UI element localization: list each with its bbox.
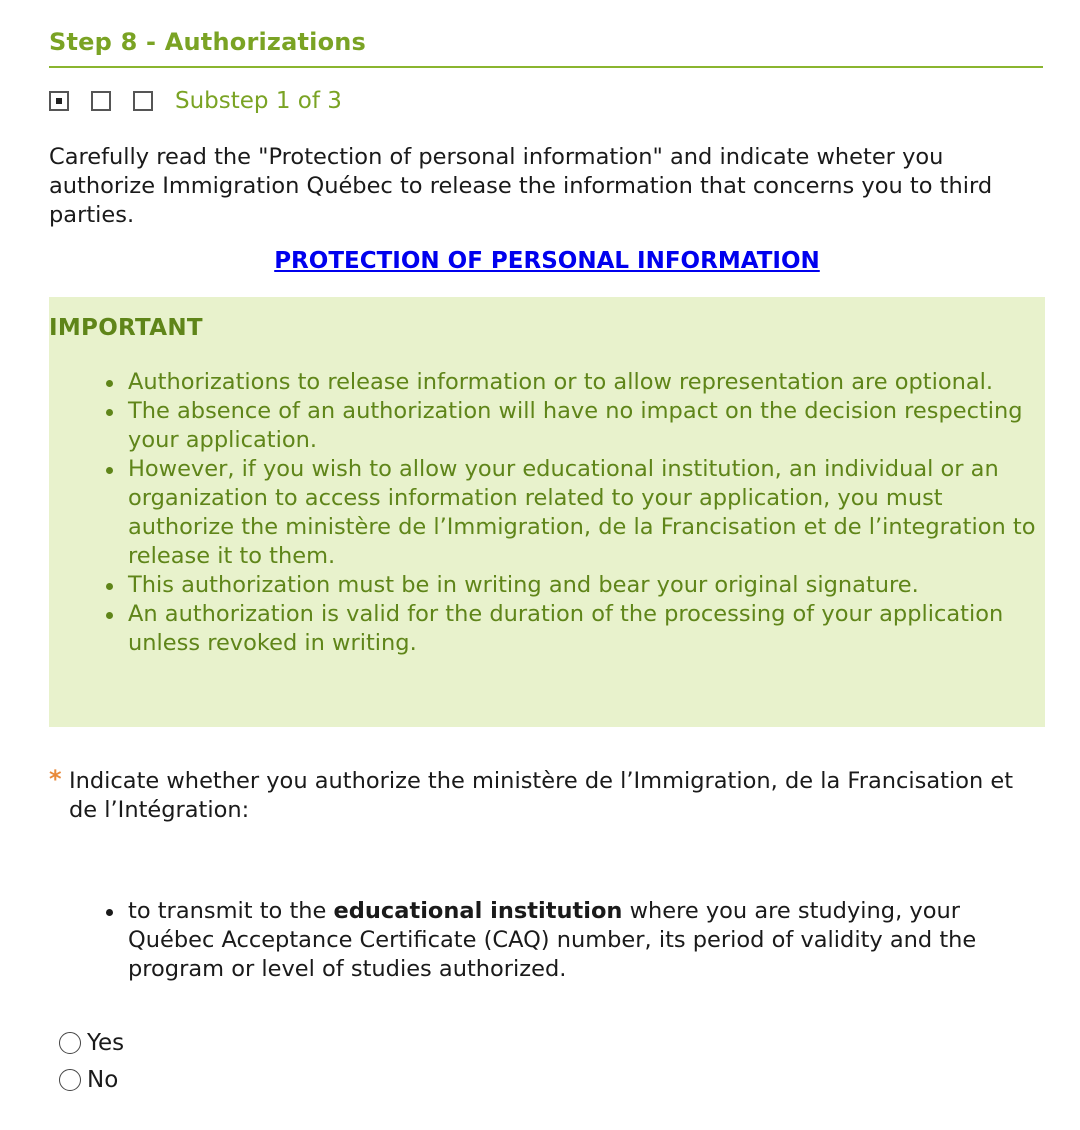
important-list [49,368,1045,658]
authorization-item-prefix: to transmit to the [128,898,334,924]
no-option[interactable] [59,1067,118,1093]
intro-text: Carefully read the "Protection of personal information" and indicate wheter you authorize Immigration Québec to release the information that concerns you to third parties. [49,144,993,228]
important-item: The absence of an authorization will have no impact on the decision respecting your application. [128,397,1045,455]
no-label[interactable]: No [87,1067,119,1093]
step-title-divider [49,66,1043,68]
important-item: However, if you wish to allow your educational institution, an individual or an organization to access information related to your application, you must authorize the ministère de l’Immigration, de la Francisation et de l’integration to release it to them. [128,455,1045,571]
step-title: Step 8 - Authorizations [49,28,367,56]
substep-2-box [91,91,111,111]
required-marker: * [49,765,62,793]
important-item: This authorization must be in writing and bear your original signature. [128,571,1045,600]
protection-of-personal-information-link[interactable]: PROTECTION OF PERSONAL INFORMATION [274,248,820,274]
yes-option[interactable] [59,1030,124,1056]
authorization-item-suffix: where you are studying, your Québec Acceptance Certificate (CAQ) number, its period of validity and the program or level of studies authorized. [128,898,977,982]
authorization-item [128,897,1045,984]
important-heading: IMPORTANT [49,315,203,341]
yes-radio[interactable] [59,1032,81,1054]
question-text: Indicate whether you authorize the ministère de l’Immigration, de la Francisation et de l’Intégration: [69,768,1014,823]
substep-3-box [133,91,153,111]
authorization-list [49,897,1045,984]
important-item: An authorization is valid for the duration of the processing of your application unless revoked in writing. [128,600,1045,658]
yes-label[interactable]: Yes [87,1030,125,1056]
substep-1-box [49,91,69,111]
important-notice [49,297,1045,727]
important-item: Authorizations to release information or to allow representation are optional. [128,368,1045,397]
substep-label: Substep 1 of 3 [175,88,342,114]
authorization-item-bold: educational institution [333,898,623,924]
substep-indicator [49,88,342,114]
no-radio[interactable] [59,1069,81,1091]
authorization-question [49,767,1039,825]
